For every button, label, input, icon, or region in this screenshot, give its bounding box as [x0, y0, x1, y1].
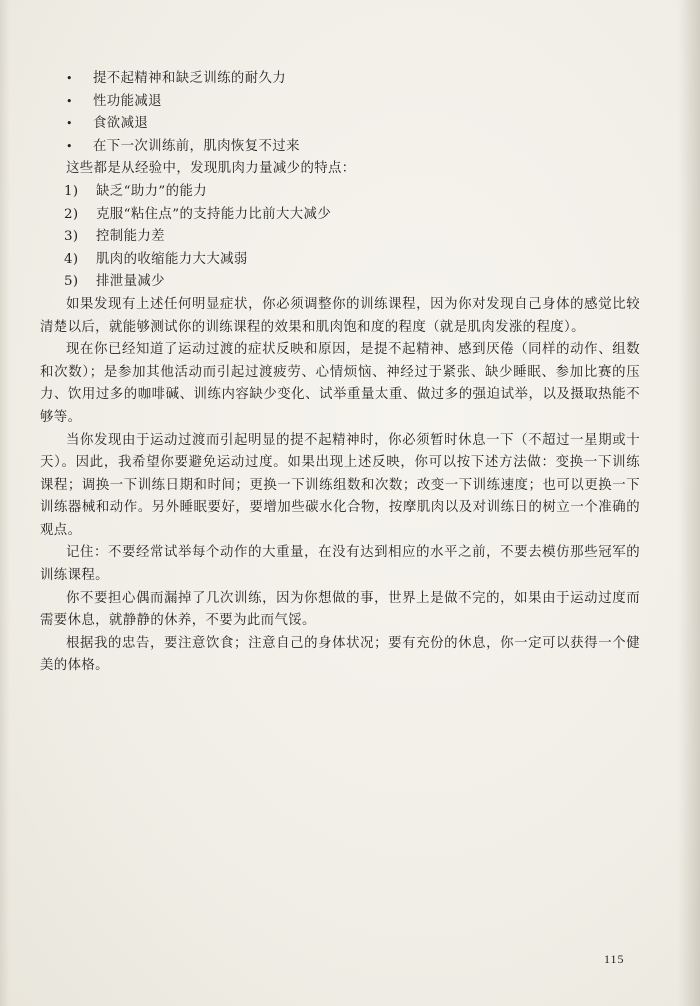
item-text: 克服“粘住点”的支持能力比前大大减少: [96, 206, 332, 222]
item-text: 肌肉的收缩能力大大减弱: [96, 251, 248, 267]
body-text: [40, 68, 640, 678]
item-number: 1): [64, 183, 79, 199]
page-number: 115: [604, 952, 625, 966]
item-number: 4): [64, 251, 79, 267]
numbered-item: [40, 249, 640, 272]
paragraph: 记住：不要经常试举每个动作的大重量，在没有达到相应的水平之前，不要去模仿那些冠军的训练课程。: [40, 545, 640, 584]
bullet-dot: •: [66, 72, 73, 85]
paragraph: 根据我的忠告，要注意饮食；注意自己的身体状况；要有充份的休息，你一定可以获得一个健美的体格。: [40, 635, 640, 674]
page-edge-shadow-left: [0, 0, 10, 1006]
bullet-text: 提不起精神和缺乏训练的耐久力: [93, 71, 287, 86]
bullet-item: [40, 136, 640, 159]
item-number: 3): [64, 229, 79, 245]
item-number: 5): [64, 274, 79, 290]
bullet-dot: •: [66, 117, 73, 131]
numbered-item: [40, 181, 640, 204]
bullet-text: 在下一次训练前，肌肉恢复不过来: [93, 138, 300, 154]
numbered-item: [40, 204, 640, 227]
bullet-dot: •: [66, 139, 73, 153]
numbered-item: [40, 226, 640, 249]
paragraph: 如果发现有上述任何明显症状，你必须调整你的训练课程，因为你对发现自己身体的感觉比较清楚以后，就能够测试你的训练课程的效果和肌肉饱和度的程度（就是肌肉发涨的程度）。: [40, 296, 640, 335]
item-number: 2): [64, 206, 79, 222]
numbered-item: [40, 271, 640, 294]
bullet-item: [40, 91, 640, 114]
paragraph: 当你发现由于运动过渡而引起明显的提不起精神时，你必须暂时休息一下（不超过一星期或十天）。因此，我希望你要避免运动过度。如果出现上述反映，你可以按下述方法做：变换一下训练课程；调换一下训练日期和时间；更换一下训练组数和次数；改变一下训练速度；也可以更换一下训练器械和动作。另外睡眠要好，要增加些碳水化合物，按摩肌肉以及对训练日的树立一个准确的观点。: [40, 432, 640, 538]
bullet-dot: •: [66, 94, 73, 108]
bullet-text: 食欲减退: [93, 116, 149, 132]
item-text: 排泄量减少: [96, 274, 165, 290]
bullet-item: [40, 68, 640, 91]
paragraph: 你不要担心偶而漏掉了几次训练，因为你想做的事，世界上是做不完的，如果由于运动过度而需要休息，就静静的休养，不要为此而气馁。: [40, 590, 640, 629]
item-text: 控制能力差: [96, 229, 165, 245]
page-edge-shadow-right: [678, 0, 700, 1006]
paragraph: 现在你已经知道了运动过渡的症状反映和原因，是提不起精神、感到厌倦（同样的动作、组数和次数）；是参加其他活动而引起过渡疲劳、心情烦恼、神经过于紧张、缺少睡眠、参加比赛的压力、饮用过多的咖啡碱、训练内容缺少变化、试举重量太重、做过多的强迫试举，以及摄取热能不够等。: [40, 342, 640, 425]
intro-line: 这些都是从经验中，发现肌肉力量减少的特点：: [66, 161, 356, 177]
bullet-text: 性功能减退: [93, 93, 162, 109]
bullet-item: [40, 113, 640, 136]
item-text: 缺乏“助力”的能力: [96, 183, 208, 199]
